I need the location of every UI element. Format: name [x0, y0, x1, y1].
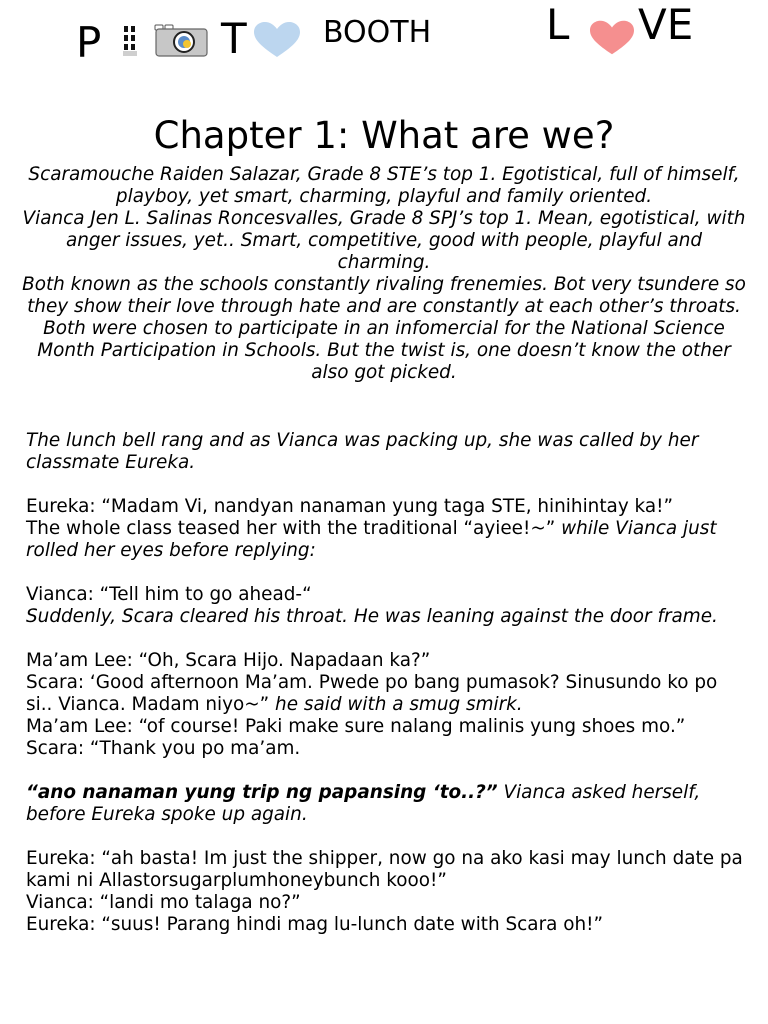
- dialogue-line: Scara: “Thank you po ma’am.: [26, 738, 301, 759]
- story-text-italic: Vianca asked herself, before Eureka spoke up again.: [26, 782, 701, 825]
- paragraph-gap: [26, 562, 748, 584]
- story-paragraph: The lunch bell rang and as Vianca was packing up, she was called by her classmate Eureka.: [26, 430, 699, 473]
- paragraph-gap: [26, 628, 748, 650]
- chapter-title: Chapter 1: What are we?: [153, 114, 615, 157]
- story-text-italic: he said with a smug smirk.: [275, 694, 523, 715]
- story-text-italic: while Vianca just rolled her eyes before replying:: [26, 518, 717, 561]
- dialogue-line: Eureka: “suus! Parang hindi mag lu-lunch date with Scara oh!”: [26, 914, 604, 935]
- heart-icon-pink: [590, 20, 634, 56]
- paragraph-gap: [26, 474, 748, 496]
- inner-thought: “ano nanaman yung trip ng papansing ‘to..?”: [26, 782, 498, 803]
- dialogue-line: Vianca: “Tell him to go ahead-“: [26, 584, 312, 605]
- dialogue-line: Ma’am Lee: “of course! Paki make sure nalang malinis yung shoes mo.”: [26, 716, 686, 737]
- intro-paragraph: Both were chosen to participate in an infomercial for the National Science Month Participation in Schools. But the twist is, one doesn’t know the other also got picked.: [37, 318, 731, 383]
- dialogue-line: [26, 672, 748, 716]
- character-intro: [18, 164, 750, 384]
- dialogue-line: Eureka: “Madam Vi, nandyan nanaman yung taga STE, hinihintay ka!”: [26, 496, 674, 517]
- header-letter-p: P: [76, 18, 102, 67]
- dialogue-line: Ma’am Lee: “Oh, Scara Hijo. Napadaan ka?”: [26, 650, 431, 671]
- intro-paragraph: Scaramouche Raiden Salazar, Grade 8 STE’s top 1. Egotistical, full of himself, playboy, yet smart, charming, playful and family oriented.: [28, 164, 740, 207]
- dialogue-line: Eureka: “ah basta! Im just the shipper, now go na ako kasi may lunch date pa kami ni Allastorsugarplumhoneybunch kooo!”: [26, 848, 743, 891]
- camera-icon: [122, 22, 210, 58]
- header-letter-t: T: [221, 14, 247, 63]
- heart-icon-blue: [254, 22, 300, 58]
- header-letter-l: L: [546, 0, 570, 49]
- paragraph-gap: [26, 826, 748, 848]
- paragraph-gap: [26, 760, 748, 782]
- story-text: The whole class teased her with the traditional “ayiee!~”: [26, 518, 562, 539]
- story-paragraph: [26, 782, 748, 826]
- header-letters-ve: VE: [638, 0, 694, 49]
- story-body: [26, 430, 748, 936]
- intro-paragraph: Both known as the schools constantly rivaling frenemies. Bot very tsundere so they show their love through hate and are constantly at each other’s throats.: [22, 274, 746, 317]
- story-paragraph: [26, 518, 748, 562]
- story-text: Scara: ‘Good afternoon Ma’am. Pwede po bang pumasok? Sinusundo ko po si.. Vianca. Madam niyo~”: [26, 672, 718, 715]
- dialogue-line: Vianca: “landi mo talaga no?”: [26, 892, 301, 913]
- header-word-booth: BOOTH: [323, 15, 432, 50]
- intro-paragraph: Vianca Jen L. Salinas Roncesvalles, Grade 8 SPJ’s top 1. Mean, egotistical, with anger issues, yet.. Smart, competitive, good with people, playful and charming.: [22, 208, 746, 273]
- photo-booth-love-header: [0, 0, 768, 80]
- story-paragraph: Suddenly, Scara cleared his throat. He was leaning against the door frame.: [26, 606, 718, 627]
